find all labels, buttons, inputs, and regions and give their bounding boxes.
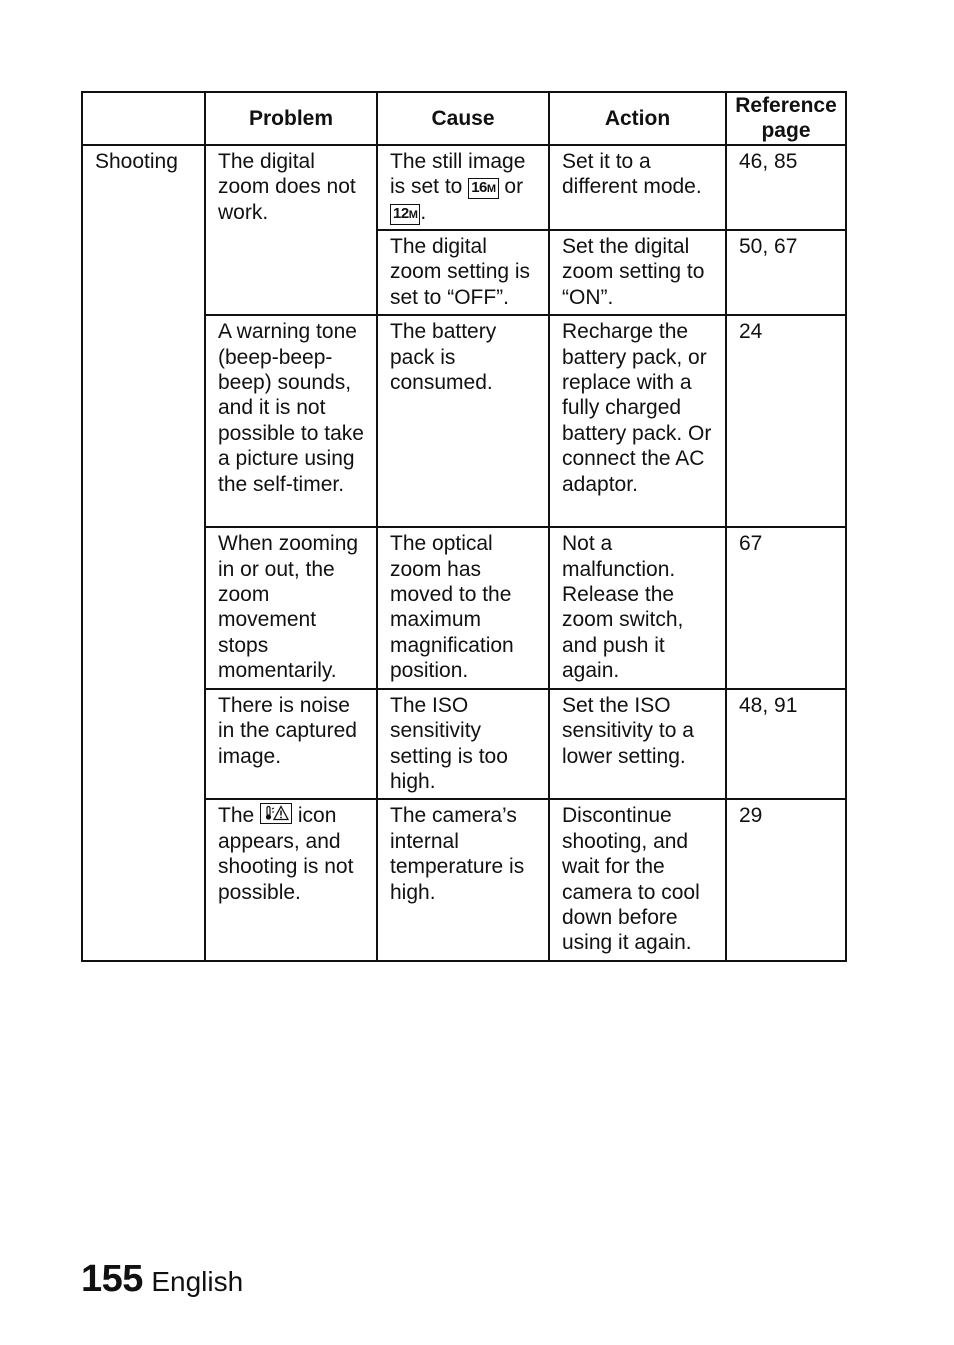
header-problem: Problem: [205, 92, 377, 145]
action-cell: Recharge the battery pack, or replace with a fully charged battery pack. Or connect the AC adaptor.: [549, 315, 726, 527]
reference-cell: 46, 85: [726, 145, 846, 230]
cause-cell: [377, 145, 549, 230]
page-footer: [81, 1258, 243, 1301]
troubleshooting-table: [81, 91, 847, 962]
header-category: [82, 92, 205, 145]
image-size-16m-icon: 16M: [468, 178, 498, 199]
action-cell: Set the ISO sensitivity to a lower setting.: [549, 689, 726, 800]
problem-cell: There is noise in the captured image.: [205, 689, 377, 800]
reference-cell: 24: [726, 315, 846, 527]
cause-cell: The ISO sensitivity setting is too high.: [377, 689, 549, 800]
category-cell: Shooting: [82, 145, 205, 961]
table-row: [82, 145, 846, 230]
cause-text: .: [420, 200, 427, 224]
table-header-row: [82, 92, 846, 145]
header-action: Action: [549, 92, 726, 145]
cause-cell: The camera’s internal temperature is high.: [377, 799, 549, 960]
header-reference-line1: Reference: [735, 94, 837, 117]
action-cell: Set it to a different mode.: [549, 145, 726, 230]
reference-cell: 29: [726, 799, 846, 960]
temperature-warning-icon: [260, 803, 292, 824]
problem-text: The: [218, 804, 261, 828]
cause-cell: The digital zoom setting is set to “OFF”.: [377, 230, 549, 315]
cause-text: or: [498, 175, 524, 199]
action-cell: Not a malfunction. Release the zoom switch, and push it again.: [549, 527, 726, 688]
reference-cell: 48, 91: [726, 689, 846, 800]
header-reference-page: [726, 92, 846, 145]
reference-cell: 50, 67: [726, 230, 846, 315]
image-size-12m-icon: 12M: [390, 204, 420, 225]
cause-cell: The optical zoom has moved to the maximum magnification position.: [377, 527, 549, 688]
problem-cell: When zooming in or out, the zoom movement stops momentarily.: [205, 527, 377, 688]
cause-cell: The battery pack is consumed.: [377, 315, 549, 527]
header-cause: Cause: [377, 92, 549, 145]
problem-cell: [205, 799, 377, 960]
header-reference-line2: page: [761, 119, 811, 143]
cause-text: The still image is set to: [390, 149, 526, 199]
page-language: English: [151, 1266, 244, 1297]
problem-cell: A warning tone (beep-beep-beep) sounds, and it is not possible to take a picture using the self-timer.: [205, 315, 377, 527]
problem-cell: The digital zoom does not work.: [205, 145, 377, 315]
reference-cell: 67: [726, 527, 846, 688]
page-number: 155: [81, 1258, 143, 1300]
action-cell: Set the digital zoom setting to “ON”.: [549, 230, 726, 315]
action-cell: Discontinue shooting, and wait for the camera to cool down before using it again.: [549, 799, 726, 960]
problem-text: icon appears, and shooting is not possible.: [218, 804, 354, 904]
